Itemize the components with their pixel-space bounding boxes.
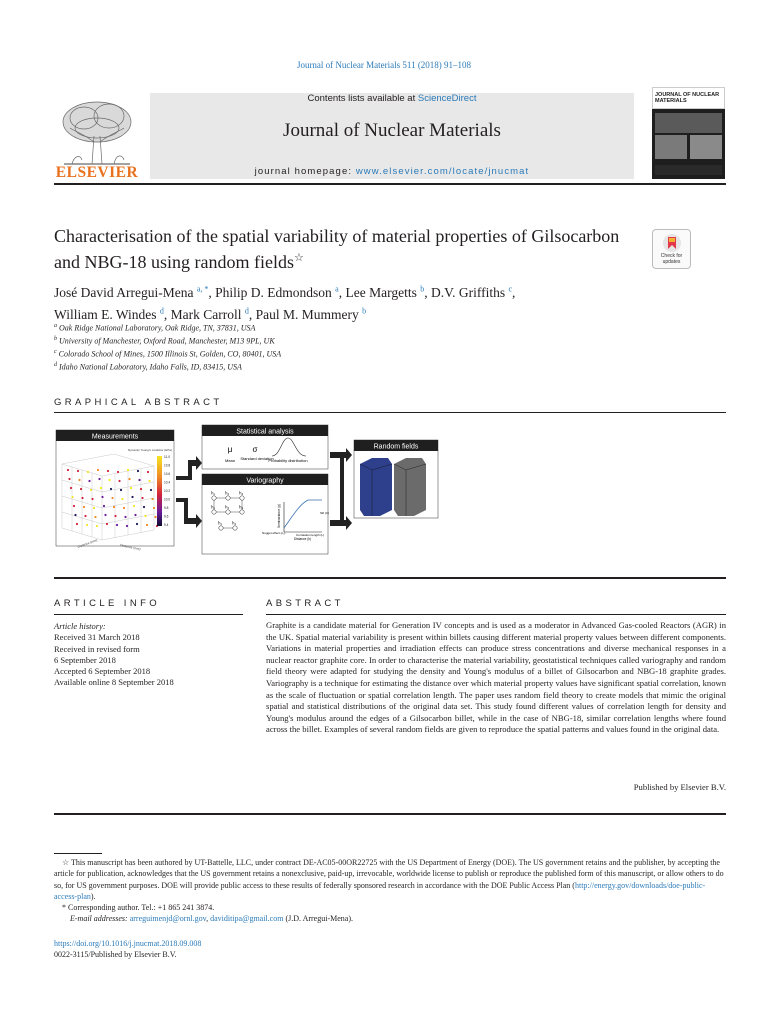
author[interactable]: [54, 285, 215, 300]
colorbar-tick-label: 11.0: [164, 455, 170, 459]
colorbar-tick-label: 9.6: [164, 514, 169, 519]
author-separator: ,: [163, 307, 171, 322]
measurement-point: [90, 489, 92, 491]
measurement-point: [84, 515, 86, 517]
random-field-block: [394, 458, 426, 516]
footnote-text: This manuscript has been authored by UT-Battelle, LLC, under contract DE-AC05-00OR22725 with the US Department of Energy (DOE). The US government retains and the publisher, by accepting the article for publication, acknowledges that the US government retains a nonexclusive, paid-up, irrevocable, worldwide license to publish or reproduce the published form of this manuscript, or allow others to do so, for US government purposes. DOE will provide public access to these results of federally sponsored research in accordance with the DOE Public Access Plan (: [54, 858, 724, 890]
article-title: [54, 225, 624, 273]
email-owner: (J.D. Arregui-Mena).: [283, 914, 353, 924]
colorbar: [157, 456, 162, 526]
measurement-point: [78, 479, 80, 481]
measurement-point: [88, 480, 90, 482]
measurement-point: [118, 480, 120, 482]
affiliation-mark: a: [54, 323, 57, 329]
author[interactable]: [215, 285, 345, 300]
author[interactable]: [345, 285, 430, 300]
author-name: William E. Windes: [54, 307, 157, 322]
affiliation-list: [54, 321, 654, 374]
measurement-point: [150, 489, 152, 491]
author-affil-mark[interactable]: a, *: [196, 284, 209, 293]
measurement-point: [107, 470, 109, 472]
measurement-point: [104, 514, 106, 516]
contents-prefix: Contents lists available at: [307, 93, 418, 104]
cover-title: JOURNAL OF NUCLEAR MATERIALS: [655, 92, 720, 104]
journal-name: Journal of Nuclear Materials: [283, 120, 501, 141]
funding-footnote: [54, 857, 726, 902]
measurement-point: [94, 516, 96, 518]
author-separator: ,: [248, 307, 256, 322]
homepage-link[interactable]: www.elsevier.com/locate/jnucmat: [355, 166, 530, 177]
footnote-mark: *: [62, 903, 66, 913]
measurement-point: [138, 479, 140, 481]
history-label: Article history:: [54, 621, 106, 631]
doe-plan-link[interactable]: http://energy.gov/downloads/doe-public-access-plan: [54, 880, 706, 901]
graphical-abstract-heading: GRAPHICAL ABSTRACT: [54, 397, 223, 408]
published-by: Published by Elsevier B.V.: [633, 782, 726, 792]
contents-availability: [150, 93, 634, 104]
colorbar-tick-label: 9.8: [164, 506, 169, 510]
measurement-point: [133, 505, 135, 507]
abstract-text: Graphite is a candidate material for Generation IV concepts and is used as a moderator in Advanced Gas-cooled Reactors (AGR) in the UK. Spatial material variability is present within billets causing different material property values between different components. Variations in material properties and irradiation effects can produce stress concentrations and diverse mechanical responses in a nuclear reactor graphite core. In order to characterise the material variability, geostatistical techniques called variography and random field theory were adapted for studying the density and Young's modulus of a billet of Gilsocarbon and NBG-18 graphite grades. Variography is a technique for estimating the distance over which material property values have significant spatial correlation, known as the scale of fluctuation or spatial correlation length. The paper uses random field theory to create models that mimic the original spatial and statistical distributions of the original data set. This study found different values of correlation length for density and Young's modulus around the edges of a Gilsocarbon billet, while in the case of NBG-18, similar correlation lengths where found across the billet. Examples of several random fields are given to reproduce the spatial patterns and values found in the original data.: [266, 620, 726, 735]
affiliation: [54, 334, 654, 347]
author-affil-mark[interactable]: d: [159, 306, 164, 316]
colorbar-tick-label: 10.6: [164, 472, 171, 476]
variogram-xlabel: Distance (h): [294, 537, 312, 541]
footnote-mark: ☆: [62, 858, 70, 867]
email-label: E-mail addresses:: [70, 914, 128, 924]
history-line: Received in revised form: [54, 643, 140, 654]
author[interactable]: [431, 285, 515, 300]
measurement-point: [123, 507, 125, 509]
measurement-point: [113, 506, 115, 508]
title-footnote-mark[interactable]: ☆: [293, 252, 304, 264]
bookmark-ribbon-icon: [662, 233, 682, 253]
lag-node-label: h₂: [232, 520, 237, 526]
measurement-point: [73, 505, 75, 507]
measurement-point: [91, 498, 93, 500]
author-separator: ,: [424, 284, 431, 300]
measurement-point: [93, 507, 95, 509]
measurement-point: [101, 496, 103, 498]
section-rule: [54, 412, 726, 413]
mean-label: Mean: [224, 458, 236, 463]
author-separator: ,: [512, 284, 516, 300]
dist-label: Probability distribution: [268, 458, 308, 463]
author-affil-mark[interactable]: c: [508, 284, 513, 293]
measurement-point: [148, 480, 150, 482]
measurements-label: Measurements: [91, 433, 139, 441]
author[interactable]: [256, 307, 367, 322]
measurement-point: [114, 515, 116, 517]
measurement-point: [140, 488, 142, 490]
measurement-point: [144, 515, 146, 517]
corresponding-footnote: [54, 902, 726, 913]
footnote-text: Corresponding author. Tel.: +1 865 241 3874.: [68, 903, 215, 913]
affiliation-mark: c: [54, 349, 57, 356]
measurement-point: [76, 523, 78, 525]
lag-node-label: h₂: [225, 490, 230, 496]
cube-axis-label: Distance (mm): [76, 538, 98, 549]
abstract-heading: ABSTRACT: [266, 598, 344, 609]
lag-node-label: h₃: [239, 504, 244, 510]
check-updates-label: Check for updates: [660, 253, 683, 265]
measurement-point: [121, 498, 123, 500]
lag-node: [226, 510, 230, 514]
corr-label: Correlation length (L): [296, 533, 325, 537]
author-name: José David Arregui-Mena: [54, 284, 194, 300]
measurement-point: [96, 525, 98, 527]
history-line: 6 September 2018: [54, 654, 116, 665]
random-fields-label: Random fields: [373, 443, 419, 451]
measurement-point: [137, 470, 139, 472]
measurement-point: [106, 523, 108, 525]
graphical-abstract-figure: [54, 424, 440, 558]
lag-node: [212, 510, 216, 514]
article-history: [54, 621, 244, 689]
measurement-point: [117, 471, 119, 473]
author[interactable]: [171, 307, 256, 322]
lag-node-label: h₂: [225, 504, 230, 510]
measurement-point: [134, 514, 136, 516]
author-affil-mark[interactable]: b: [420, 284, 425, 293]
doi-link[interactable]: https://doi.org/10.1016/j.jnucmat.2018.09.008: [54, 939, 202, 948]
issn-line: 0022-3115/Published by Elsevier B.V.: [54, 950, 177, 960]
statistical-label: Statistical analysis: [236, 428, 294, 436]
measurement-point: [86, 524, 88, 526]
email-link[interactable]: arreguimenjd@ornl.gov: [129, 914, 207, 924]
measurement-point: [77, 470, 79, 472]
lag-node-label: h₁: [211, 490, 216, 496]
measurement-point: [71, 496, 73, 498]
author-name: Lee Margetts: [345, 284, 417, 300]
author-separator: ,: [208, 284, 216, 300]
article-title-text: Characterisation of the spatial variability of material properties of Gilsocarbon and NBG-18 using random fields: [54, 226, 620, 272]
author[interactable]: [54, 307, 171, 322]
lag-node: [219, 526, 223, 530]
email-link[interactable]: daviditipa@gmail.com: [210, 914, 284, 924]
cube-axis-label: Distance (mm): [119, 543, 141, 552]
homepage-prefix: journal homepage:: [254, 166, 356, 177]
affiliation-text: Oak Ridge National Laboratory, Oak Ridge, TN, 37831, USA: [59, 323, 256, 333]
author-separator: ,: [338, 284, 346, 300]
measurement-point: [146, 524, 148, 526]
measurement-point: [120, 489, 122, 491]
lag-node-label: h₁: [218, 520, 223, 526]
journal-citation[interactable]: Journal of Nuclear Materials 511 (2018) 91–108: [296, 60, 472, 70]
section-rule: [54, 614, 243, 615]
section-rule: [54, 577, 726, 579]
arrow-icon: [176, 456, 202, 480]
author-name: Mark Carroll: [170, 307, 242, 322]
nugget-label: Nugget effect (c₀): [262, 531, 286, 535]
random-field-block: [360, 458, 392, 516]
measurement-point: [126, 525, 128, 527]
arrow-icon: [176, 498, 202, 528]
author-affil-mark[interactable]: b: [362, 306, 367, 316]
history-line: Received 31 March 2018: [54, 632, 140, 643]
measurement-point: [103, 505, 105, 507]
author-affil-mark[interactable]: a: [335, 284, 339, 293]
doi-block: [54, 938, 201, 961]
affiliation-text: Colorado School of Mines, 1500 Illinois St, Golden, CO, 80401, USA: [58, 349, 282, 359]
sciencedirect-link[interactable]: ScienceDirect: [417, 93, 477, 104]
lag-node: [226, 496, 230, 500]
lag-node-label: h₃: [239, 490, 244, 496]
measurement-point: [153, 507, 155, 509]
measurement-point: [143, 506, 145, 508]
measurement-point: [67, 469, 69, 471]
history-line: Accepted 6 September 2018: [54, 666, 151, 677]
author-name: Philip D. Edmondson: [215, 284, 332, 300]
author-name: D.V. Griffiths: [430, 284, 506, 300]
measurement-point: [74, 514, 76, 516]
colorbar-tick-label: 9.4: [164, 523, 169, 527]
measurement-point: [70, 487, 72, 489]
lag-node: [240, 510, 244, 514]
measurement-point: [87, 471, 89, 473]
journal-homepage: [150, 166, 634, 177]
lag-node: [233, 526, 237, 530]
section-rule: [266, 614, 726, 615]
sill-label: Sill (C): [320, 511, 329, 515]
affiliation: [54, 321, 654, 334]
std-label: Standard deviation: [240, 456, 274, 461]
measurement-point: [136, 523, 138, 525]
colorbar-tick-label: 10.2: [164, 489, 171, 493]
measurement-point: [147, 471, 149, 473]
measurement-point: [111, 497, 113, 499]
elsevier-wordmark: ELSEVIER: [55, 164, 139, 181]
header-rule: [54, 183, 726, 185]
legend-title: Dynamic Young's modulus (GPa): [128, 448, 172, 452]
variography-label: Variography: [246, 477, 284, 485]
measurement-point: [97, 469, 99, 471]
affiliation-text: Idaho National Laboratory, Idaho Falls, ID, 83415, USA: [59, 363, 242, 373]
affiliation: [54, 347, 654, 360]
section-rule: [54, 813, 726, 815]
mu-symbol: μ: [227, 445, 233, 454]
lag-node-label: h₁: [211, 504, 216, 510]
variography-panel: [202, 474, 328, 554]
email-footnote: [54, 913, 726, 924]
affiliation-mark: b: [54, 336, 57, 343]
measurement-point: [127, 469, 129, 471]
sigma-symbol: σ: [252, 445, 258, 454]
measurement-point: [98, 478, 100, 480]
measurement-point: [131, 496, 133, 498]
measurement-point: [116, 524, 118, 526]
affiliation-mark: d: [54, 362, 57, 369]
lag-node: [212, 496, 216, 500]
colorbar-tick-label: 10.0: [164, 497, 171, 502]
measurement-point: [80, 488, 82, 490]
footnote-text: ).: [90, 891, 96, 901]
measurement-point: [68, 478, 70, 480]
measurement-point: [130, 487, 132, 489]
measurement-point: [100, 487, 102, 489]
journal-cover-thumbnail: [652, 87, 725, 179]
footnote-rule: [54, 853, 102, 854]
check-for-updates-badge[interactable]: [652, 229, 691, 269]
variogram-ylabel: Semivariance (γ): [277, 504, 281, 528]
author-name: Paul M. Mummery: [255, 307, 359, 322]
author-affil-mark[interactable]: d: [244, 306, 249, 316]
measurement-point: [141, 497, 143, 499]
measurement-point: [110, 488, 112, 490]
footnotes: [54, 857, 726, 925]
affiliation: [54, 360, 654, 373]
measurement-point: [151, 498, 153, 500]
affiliation-text: University of Manchester, Oxford Road, Manchester, M13 9PL, UK: [59, 336, 275, 346]
measurement-point: [83, 506, 85, 508]
measurement-point: [108, 479, 110, 481]
measurement-point: [124, 516, 126, 518]
colorbar-tick-label: 10.8: [164, 463, 171, 468]
colorbar-tick-label: 10.4: [164, 480, 171, 485]
author-list: [54, 279, 654, 324]
measurement-point: [81, 497, 83, 499]
article-info-heading: ARTICLE INFO: [54, 598, 161, 609]
history-line: Available online 8 September 2018: [54, 677, 174, 688]
elsevier-logo: [54, 94, 140, 180]
email-separator: ,: [206, 914, 211, 924]
lag-node: [240, 496, 244, 500]
measurement-point: [128, 478, 130, 480]
measurement-point: [154, 516, 156, 518]
